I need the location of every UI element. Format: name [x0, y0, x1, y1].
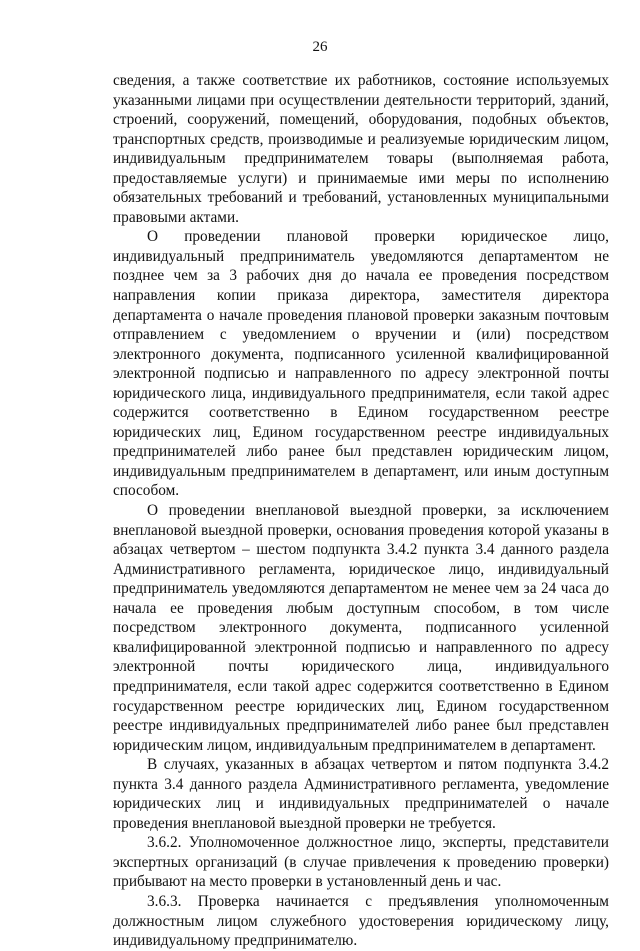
paragraph-continuation: сведения, а также соответствие их работников, состояние используемых указанными лицами при осуществлении деятельности территорий, зданий, строений, сооружений, помещений, оборудования, подобных объектов, транспортных средств, производимые и реализуемые юридическим лицом, индивидуальным предпринимателем товары (выполняемая работа, предоставляемые услуги) и принимаемые ими меры по исполнению обязательных требований и требований, установленных муниципальными правовыми актами.	[113, 72, 609, 226]
paragraph-3-6-2: 3.6.2. Уполномоченное должностное лицо, эксперты, представители экспертных организаций (в случае привлечения к проведению проверки) прибывают на место проверки в установленный день и час.	[113, 834, 609, 891]
paragraph-planned-inspection-notice: О проведении плановой проверки юридическое лицо, индивидуальный предприниматель уведомляются департаментом не позднее чем за 3 рабочих дня до начала ее проведения посредством направления копии приказа директора, заместителя директора департамента о начале проведения плановой проверки заказным почтовым отправлением с уведомлением о вручении и (или) посредством электронного документа, подписанного усиленной квалифицированной электронной подписью и направленного по адресу электронной почты юридического лица, индивидуального предпринимателя, если такой адрес содержится соответственно в Едином государственном реестре юридических лиц, Едином государственном реестре индивидуальных предпринимателей либо ранее был представлен юридическим лицом, индивидуальным предпринимателем в департамент, или иным доступным способом.	[113, 228, 609, 500]
page-number: 26	[312, 39, 328, 55]
document-body	[113, 71, 609, 951]
paragraph-3-6-3: 3.6.3. Проверка начинается с предъявления уполномоченным должностным лицом служебного удостоверения юридическому лицу, индивидуальному предпринимателю.	[113, 892, 609, 950]
paragraph-unplanned-inspection-notice: О проведении внеплановой выездной проверки, за исключением внеплановой выездной проверки, основания проведения которой указаны в абзацах четвертом – шестом подпункта 3.4.2 пункта 3.4 данного раздела Административного регламента, юридическое лицо, индивидуальный предприниматель уведомляются департаментом не менее чем за 24 часа до начала ее проведения любым доступным способом, в том числе посредством электронного документа, подписанного усиленной квалифицированной электронной подписью и направленного по адресу электронной почты юридического лица, индивидуального предпринимателя, если такой адрес содержится соответственно в Едином государственном реестре юридических лиц, Едином государственном реестре индивидуальных предпринимателей либо ранее был представлен юридическим лицом, индивидуальным предпринимателем в департамент.	[113, 502, 609, 754]
paragraph-notice-not-required: В случаях, указанных в абзацах четвертом и пятом подпункта 3.4.2 пункта 3.4 данного раздела Административного регламента, уведомление юридических лиц и индивидуальных предпринимателей о начале проведения внеплановой выездной проверки не требуется.	[113, 756, 609, 832]
